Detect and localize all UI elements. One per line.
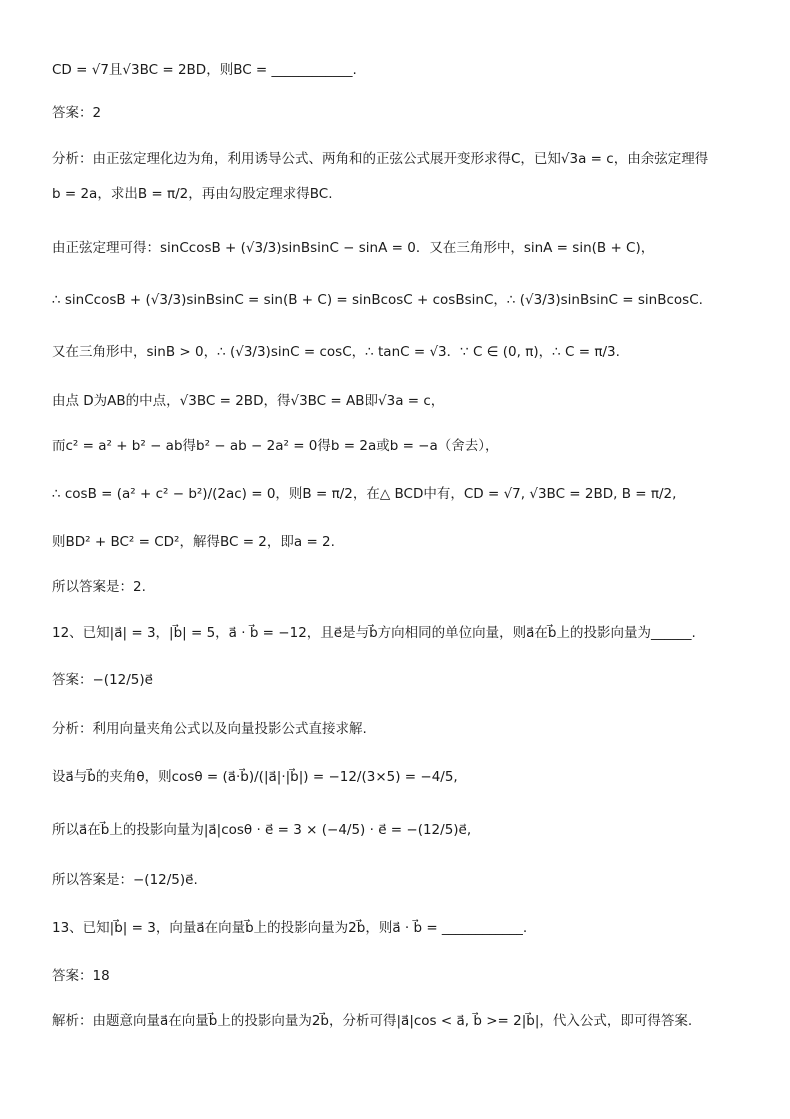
solution-11-line-2: ∴ sinCcosB + (√3/3)sinBsinC = sin(B + C) = sinBcosC + cosBsinC，∴ (√3/3)sinBsinC = sinBcosC.	[52, 292, 703, 308]
analysis-11-line-1: 分析：由正弦定理化边为角，利用诱导公式、两角和的正弦公式展开变形求得C，已知√3a = c，由余弦定理得	[52, 151, 709, 167]
solution-11-line-3: 又在三角形中，sinB > 0，∴ (√3/3)sinC = cosC，∴ tanC = √3．∵ C ∈ (0, π)，∴ C = π/3.	[52, 344, 620, 360]
problem-12-statement: 12、已知|a⃗| = 3，|b⃗| = 5，a⃗ · b⃗ = −12，且e⃗是与b⃗方向相同的单位向量，则a⃗在b⃗上的投影向量为______.	[52, 625, 696, 641]
problem-13-statement: 13、已知|b⃗| = 3，向量a⃗在向量b⃗上的投影向量为2b⃗，则a⃗ · b⃗ = ____________.	[52, 920, 528, 936]
analysis-12: 分析：利用向量夹角公式以及向量投影公式直接求解.	[52, 721, 367, 737]
problem-11-condition-line: CD = √7且√3BC = 2BD，则BC = ____________.	[52, 62, 357, 78]
answer-12: 答案：−(12/5)e⃗	[52, 672, 153, 688]
conclusion-12: 所以答案是：−(12/5)e⃗.	[52, 872, 198, 888]
solution-12-line-1: 设a⃗与b⃗的夹角θ，则cosθ = (a⃗·b⃗)/(|a⃗|·|b⃗|) = −12/(3×5) = −4/5,	[52, 769, 458, 785]
solution-11-line-7: 则BD² + BC² = CD²，解得BC = 2，即a = 2.	[52, 534, 335, 550]
solution-12-line-2: 所以a⃗在b⃗上的投影向量为|a⃗|cosθ · e⃗ = 3 × (−4/5) · e⃗ = −(12/5)e⃗,	[52, 822, 472, 838]
solution-11-line-6: ∴ cosB = (a² + c² − b²)/(2ac) = 0，则B = π/2，在△ BCD中有，CD = √7, √3BC = 2BD, B = π/2,	[52, 486, 677, 502]
analysis-11-line-2: b = 2a，求出B = π/2，再由勾股定理求得BC.	[52, 186, 333, 202]
explanation-13: 解析：由题意向量a⃗在向量b⃗上的投影向量为2b⃗，分析可得|a⃗|cos < a⃗, b⃗ >= 2|b⃗|，代入公式，即可得答案.	[52, 1013, 693, 1029]
answer-13: 答案：18	[52, 968, 110, 984]
solution-11-line-4: 由点 D为AB的中点，√3BC = 2BD，得√3BC = AB即√3a = c，	[52, 393, 445, 409]
solution-11-line-1: 由正弦定理可得：sinCcosB + (√3/3)sinBsinC − sinA = 0．又在三角形中，sinA = sin(B + C)，	[52, 240, 655, 256]
conclusion-11: 所以答案是：2.	[52, 579, 146, 595]
answer-11: 答案：2	[52, 105, 102, 121]
solution-11-line-5: 而c² = a² + b² − ab得b² − ab − 2a² = 0得b = 2a或b = −a（舍去），	[52, 438, 499, 454]
